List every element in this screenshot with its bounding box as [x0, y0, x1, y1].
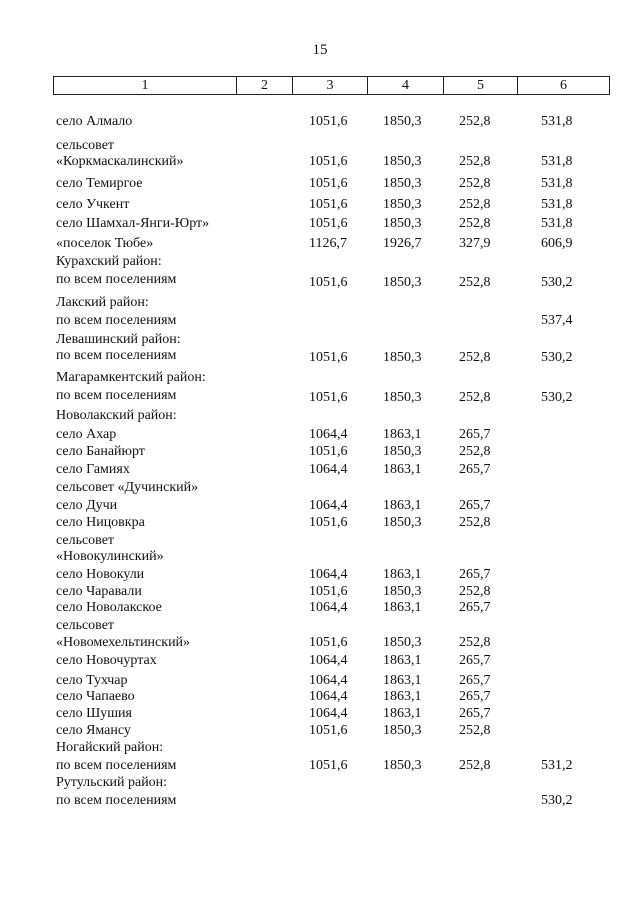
- table-row: [0, 479, 640, 497]
- cell-c1: село Шушия: [56, 706, 132, 721]
- cell-c3: 1051,6: [309, 350, 348, 365]
- page-number: 15: [312, 42, 328, 58]
- cell-c1: Новолакский район:: [56, 408, 177, 423]
- cell-c4: 1850,3: [383, 154, 422, 169]
- cell-c4: 1850,3: [383, 723, 422, 738]
- table-row: [0, 688, 640, 706]
- cell-c1: село Ямансу: [56, 723, 131, 738]
- table-row: [0, 617, 640, 635]
- cell-c5: 252,8: [459, 154, 491, 169]
- cell-c3: 1064,4: [309, 689, 348, 704]
- table-row: [0, 792, 640, 810]
- table-row: [0, 235, 640, 253]
- cell-c5: 265,7: [459, 689, 491, 704]
- cell-c4: 1863,1: [383, 673, 422, 688]
- cell-c3: 1064,4: [309, 567, 348, 582]
- table-row: [0, 294, 640, 312]
- cell-c4: 1863,1: [383, 689, 422, 704]
- cell-c5: 327,9: [459, 236, 491, 251]
- cell-c5: 252,8: [459, 723, 491, 738]
- cell-c3: 1064,4: [309, 653, 348, 668]
- header-col-4: 4: [368, 77, 444, 94]
- cell-c1: сельсовет «Дучинский»: [56, 480, 199, 495]
- cell-c4: 1850,3: [383, 635, 422, 650]
- cell-c1: сельсовет: [56, 533, 115, 548]
- table-row: [0, 369, 640, 387]
- cell-c3: 1051,6: [309, 216, 348, 231]
- header-col-3: 3: [293, 77, 368, 94]
- table-row: [0, 443, 640, 461]
- cell-c1: село Ницовкра: [56, 515, 145, 530]
- cell-c1: село Тухчар: [56, 673, 128, 688]
- cell-c4: 1863,1: [383, 567, 422, 582]
- cell-c3: 1051,6: [309, 197, 348, 212]
- cell-c1: село Шамхал-Янги-Юрт»: [56, 216, 210, 231]
- cell-c5: 265,7: [459, 600, 491, 615]
- cell-c1: Рутульский район:: [56, 775, 168, 790]
- cell-c3: 1051,6: [309, 515, 348, 530]
- table-row: [0, 196, 640, 214]
- cell-c6: 537,4: [541, 313, 573, 328]
- cell-c3: 1051,6: [309, 154, 348, 169]
- table-row: [0, 566, 640, 584]
- cell-c1: по всем поселениям: [56, 313, 177, 328]
- cell-c3: 1051,6: [309, 723, 348, 738]
- cell-c5: 252,8: [459, 515, 491, 530]
- cell-c4: 1863,1: [383, 600, 422, 615]
- cell-c3: 1051,6: [309, 176, 348, 191]
- table-row: [0, 407, 640, 425]
- cell-c3: 1064,4: [309, 706, 348, 721]
- cell-c1: село Дучи: [56, 498, 118, 513]
- cell-c4: 1850,3: [383, 176, 422, 191]
- cell-c1: село Новочуртах: [56, 653, 157, 668]
- cell-c6: 530,2: [541, 390, 573, 405]
- table-row: [0, 497, 640, 515]
- cell-c3: 1064,4: [309, 673, 348, 688]
- cell-c5: 265,7: [459, 427, 491, 442]
- table-row: [0, 153, 640, 171]
- cell-c4: 1926,7: [383, 236, 422, 251]
- cell-c4: 1850,3: [383, 515, 422, 530]
- table-row: [0, 215, 640, 233]
- cell-c5: 252,8: [459, 275, 491, 290]
- cell-c1: село Алмало: [56, 114, 133, 129]
- cell-c5: 265,7: [459, 567, 491, 582]
- cell-c6: 530,2: [541, 275, 573, 290]
- cell-c5: 252,8: [459, 176, 491, 191]
- cell-c3: 1064,4: [309, 462, 348, 477]
- cell-c1: Магарамкентский район:: [56, 370, 206, 385]
- table-row: [0, 461, 640, 479]
- cell-c3: 1051,6: [309, 275, 348, 290]
- cell-c1: «поселок Тюбе»: [56, 236, 154, 251]
- cell-c1: село Темиргое: [56, 176, 143, 191]
- table-row: [0, 113, 640, 131]
- cell-c5: 252,8: [459, 114, 491, 129]
- cell-c3: 1051,6: [309, 390, 348, 405]
- table-row: [0, 634, 640, 652]
- cell-c6: 530,2: [541, 350, 573, 365]
- table-row: [0, 387, 640, 405]
- cell-c1: село Новолакское: [56, 600, 162, 615]
- cell-c5: 252,8: [459, 350, 491, 365]
- cell-c4: 1850,3: [383, 444, 422, 459]
- cell-c4: 1863,1: [383, 653, 422, 668]
- cell-c1: село Банайюрт: [56, 444, 145, 459]
- cell-c4: 1863,1: [383, 498, 422, 513]
- table-row: [0, 652, 640, 670]
- cell-c3: 1051,6: [309, 635, 348, 650]
- cell-c5: 252,8: [459, 390, 491, 405]
- table-row: [0, 514, 640, 532]
- table-row: [0, 426, 640, 444]
- table-row: [0, 599, 640, 617]
- cell-c1: село Гамиях: [56, 462, 130, 477]
- cell-c1: по всем поселениям: [56, 758, 177, 773]
- cell-c4: 1850,3: [383, 216, 422, 231]
- cell-c3: 1126,7: [309, 236, 347, 251]
- cell-c1: по всем поселениям: [56, 348, 177, 363]
- cell-c1: по всем поселениям: [56, 272, 177, 287]
- cell-c4: 1850,3: [383, 350, 422, 365]
- cell-c6: 606,9: [541, 236, 573, 251]
- cell-c5: 252,8: [459, 635, 491, 650]
- cell-c5: 252,8: [459, 758, 491, 773]
- cell-c4: 1863,1: [383, 706, 422, 721]
- cell-c1: «Новомехельтинский»: [56, 635, 191, 650]
- table-row: [0, 722, 640, 740]
- table-row: [0, 347, 640, 365]
- cell-c4: 1850,3: [383, 390, 422, 405]
- cell-c6: 531,8: [541, 197, 573, 212]
- cell-c4: 1850,3: [383, 197, 422, 212]
- table-row: [0, 774, 640, 792]
- header-col-2: 2: [237, 77, 293, 94]
- cell-c1: Курахский район:: [56, 254, 162, 269]
- cell-c1: село Чаравали: [56, 584, 142, 599]
- cell-c1: село Чапаево: [56, 689, 135, 704]
- cell-c5: 252,8: [459, 444, 491, 459]
- cell-c5: 265,7: [459, 462, 491, 477]
- cell-c1: по всем поселениям: [56, 793, 177, 808]
- cell-c1: село Ахар: [56, 427, 117, 442]
- table-row: [0, 757, 640, 775]
- cell-c3: 1051,6: [309, 584, 348, 599]
- table-row: [0, 705, 640, 723]
- table-row: [0, 312, 640, 330]
- cell-c5: 265,7: [459, 653, 491, 668]
- table-row: [0, 271, 640, 289]
- cell-c1: село Новокули: [56, 567, 145, 582]
- cell-c1: село Учкент: [56, 197, 130, 212]
- cell-c6: 531,8: [541, 154, 573, 169]
- cell-c5: 252,8: [459, 584, 491, 599]
- cell-c5: 265,7: [459, 498, 491, 513]
- cell-c3: 1051,6: [309, 114, 348, 129]
- cell-c3: 1051,6: [309, 444, 348, 459]
- header-col-6: 6: [560, 78, 567, 93]
- cell-c3: 1064,4: [309, 427, 348, 442]
- cell-c4: 1850,3: [383, 584, 422, 599]
- cell-c5: 252,8: [459, 197, 491, 212]
- cell-c3: 1064,4: [309, 498, 348, 513]
- cell-c1: по всем поселениям: [56, 388, 177, 403]
- cell-c1: сельсовет: [56, 618, 115, 633]
- cell-c6: 530,2: [541, 793, 573, 808]
- cell-c4: 1863,1: [383, 427, 422, 442]
- table-row: [0, 253, 640, 271]
- header-col-5: 5: [444, 77, 518, 94]
- cell-c6: 531,8: [541, 216, 573, 231]
- table-row: [0, 739, 640, 757]
- cell-c1: «Новокулинский»: [56, 549, 164, 564]
- cell-c3: 1051,6: [309, 758, 348, 773]
- cell-c6: 531,2: [541, 758, 573, 773]
- cell-c4: 1850,3: [383, 758, 422, 773]
- table-row: [0, 175, 640, 193]
- cell-c6: 531,8: [541, 114, 573, 129]
- cell-c4: 1850,3: [383, 275, 422, 290]
- cell-c5: 265,7: [459, 673, 491, 688]
- table-row: [0, 548, 640, 566]
- cell-c1: Лакский район:: [56, 295, 149, 310]
- cell-c5: 252,8: [459, 216, 491, 231]
- cell-c5: 265,7: [459, 706, 491, 721]
- cell-c1: сельсовет: [56, 138, 115, 153]
- cell-c1: Ногайский район:: [56, 740, 164, 755]
- cell-c1: Левашинский район:: [56, 332, 181, 347]
- cell-c4: 1850,3: [383, 114, 422, 129]
- cell-c3: 1064,4: [309, 600, 348, 615]
- header-col-1: 1: [54, 77, 237, 94]
- cell-c6: 531,8: [541, 176, 573, 191]
- cell-c1: «Коркмаскалинский»: [56, 154, 184, 169]
- cell-c4: 1863,1: [383, 462, 422, 477]
